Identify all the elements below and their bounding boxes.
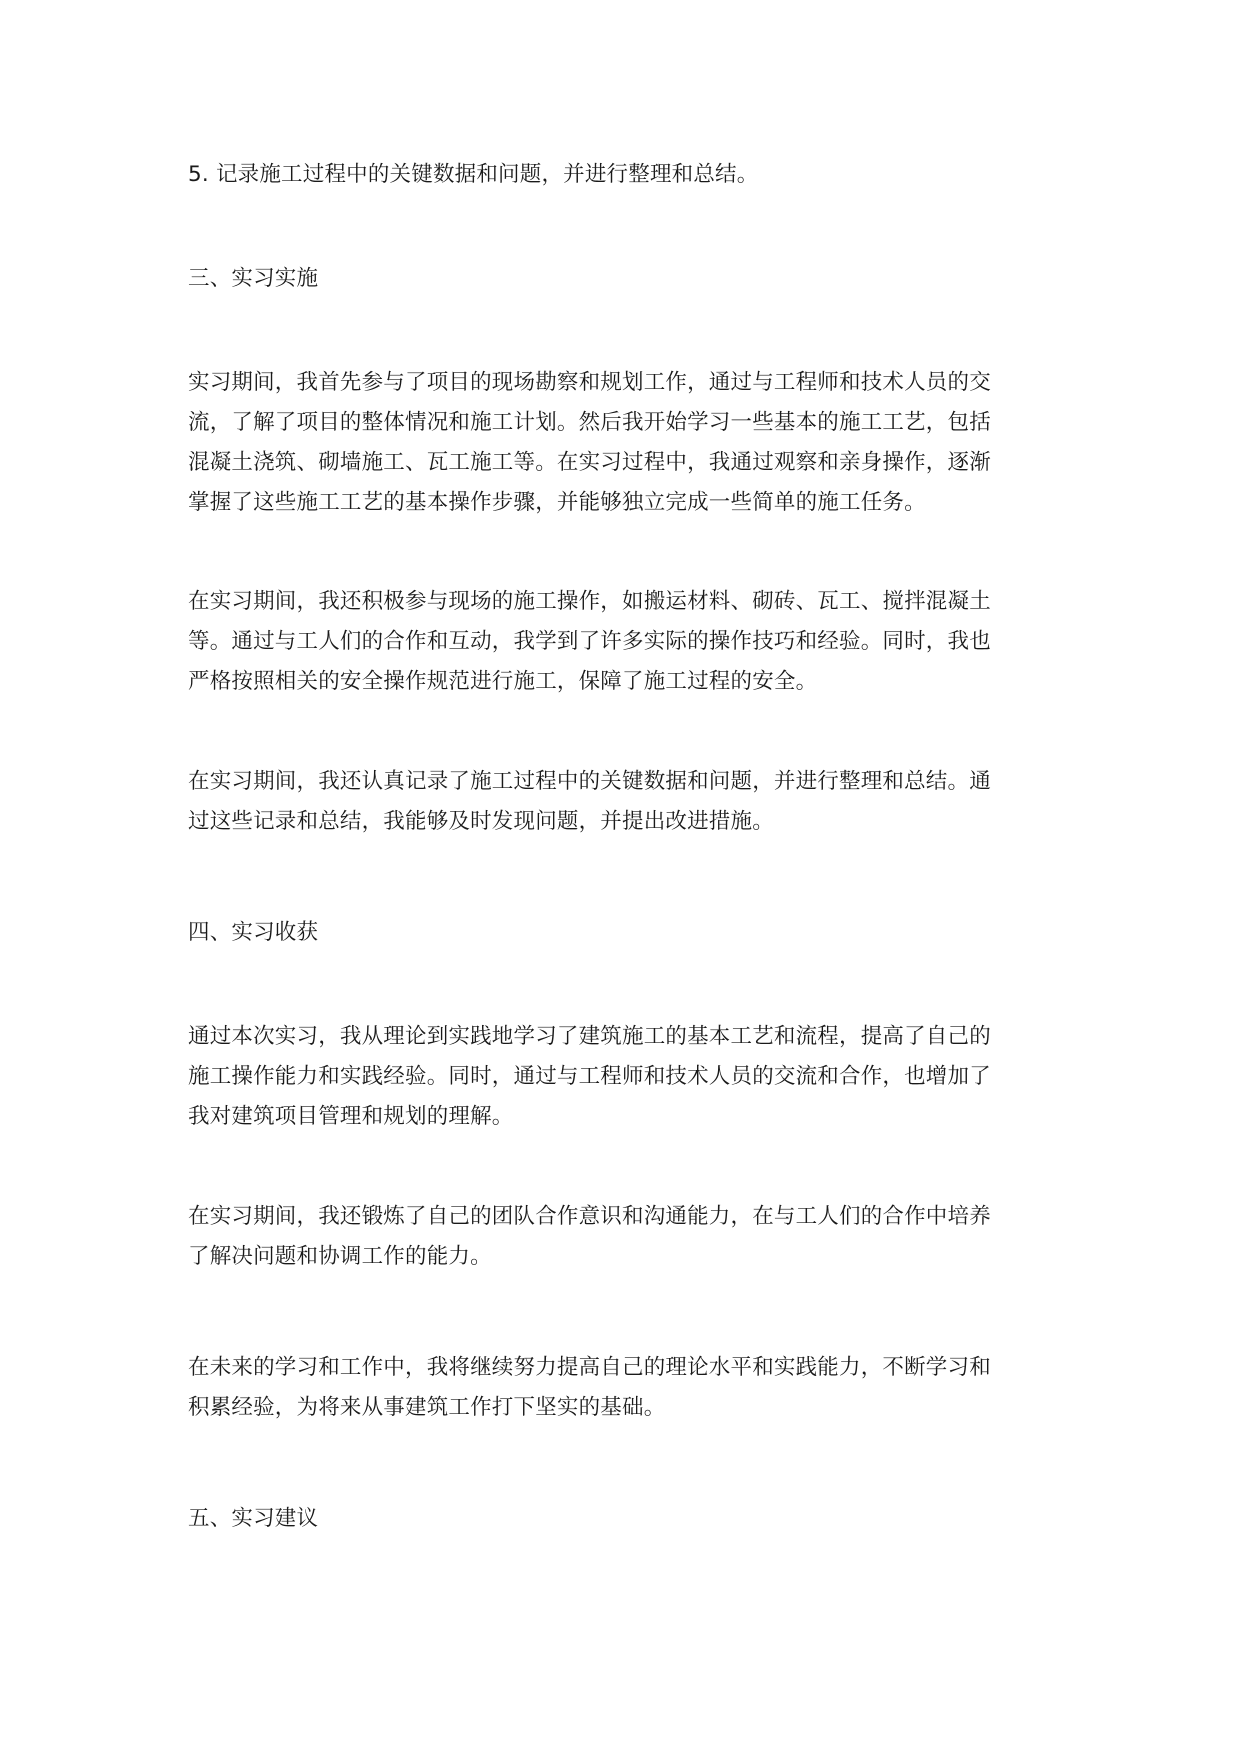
- paragraph-gains-2: [188, 1197, 1040, 1277]
- list-item-5: 5. 记录施工过程中的关键数据和问题，并进行整理和总结。: [188, 162, 759, 187]
- section-heading-implementation: 三、实习实施: [188, 266, 319, 291]
- section-heading-gains: 四、实习收获: [188, 920, 319, 945]
- paragraph-line: 施工操作能力和实践经验。同时，通过与工程师和技术人员的交流和合作，也增加了: [188, 1064, 991, 1089]
- paragraph-line: 等。通过与工人们的合作和互动，我学到了许多实际的操作技巧和经验。同时，我也: [188, 629, 991, 654]
- paragraph-line: 流，了解了项目的整体情况和施工计划。然后我开始学习一些基本的施工工艺，包括: [188, 410, 991, 435]
- paragraph-line: 在实习期间，我还积极参与现场的施工操作，如搬运材料、砌砖、瓦工、搅拌混凝土: [188, 589, 991, 614]
- paragraph-line: 了解决问题和协调工作的能力。: [188, 1244, 492, 1269]
- paragraph-implementation-1: [188, 363, 1040, 523]
- paragraph-line: 在未来的学习和工作中，我将继续努力提高自己的理论水平和实践能力，不断学习和: [188, 1355, 991, 1380]
- paragraph-line: 实习期间，我首先参与了项目的现场勘察和规划工作，通过与工程师和技术人员的交: [188, 370, 991, 395]
- paragraph-line: 我对建筑项目管理和规划的理解。: [188, 1104, 514, 1129]
- paragraph-line: 混凝土浇筑、砌墙施工、瓦工施工等。在实习过程中，我通过观察和亲身操作，逐渐: [188, 450, 991, 475]
- paragraph-implementation-2: [188, 582, 1040, 702]
- paragraph-gains-1: [188, 1017, 1040, 1137]
- paragraph-line: 严格按照相关的安全操作规范进行施工，保障了施工过程的安全。: [188, 669, 818, 694]
- paragraph-line: 过这些记录和总结，我能够及时发现问题，并提出改进措施。: [188, 809, 774, 834]
- paragraph-line: 在实习期间，我还认真记录了施工过程中的关键数据和问题，并进行整理和总结。通: [188, 769, 991, 794]
- paragraph-implementation-3: [188, 762, 1040, 842]
- paragraph-line: 在实习期间，我还锻炼了自己的团队合作意识和沟通能力，在与工人们的合作中培养: [188, 1204, 991, 1229]
- section-heading-suggestions: 五、实习建议: [188, 1506, 319, 1531]
- paragraph-gains-3: [188, 1348, 1040, 1428]
- paragraph-line: 掌握了这些施工工艺的基本操作步骤，并能够独立完成一些简单的施工任务。: [188, 490, 926, 515]
- paragraph-line: 通过本次实习，我从理论到实践地学习了建筑施工的基本工艺和流程，提高了自己的: [188, 1024, 991, 1049]
- paragraph-line: 积累经验，为将来从事建筑工作打下坚实的基础。: [188, 1395, 666, 1420]
